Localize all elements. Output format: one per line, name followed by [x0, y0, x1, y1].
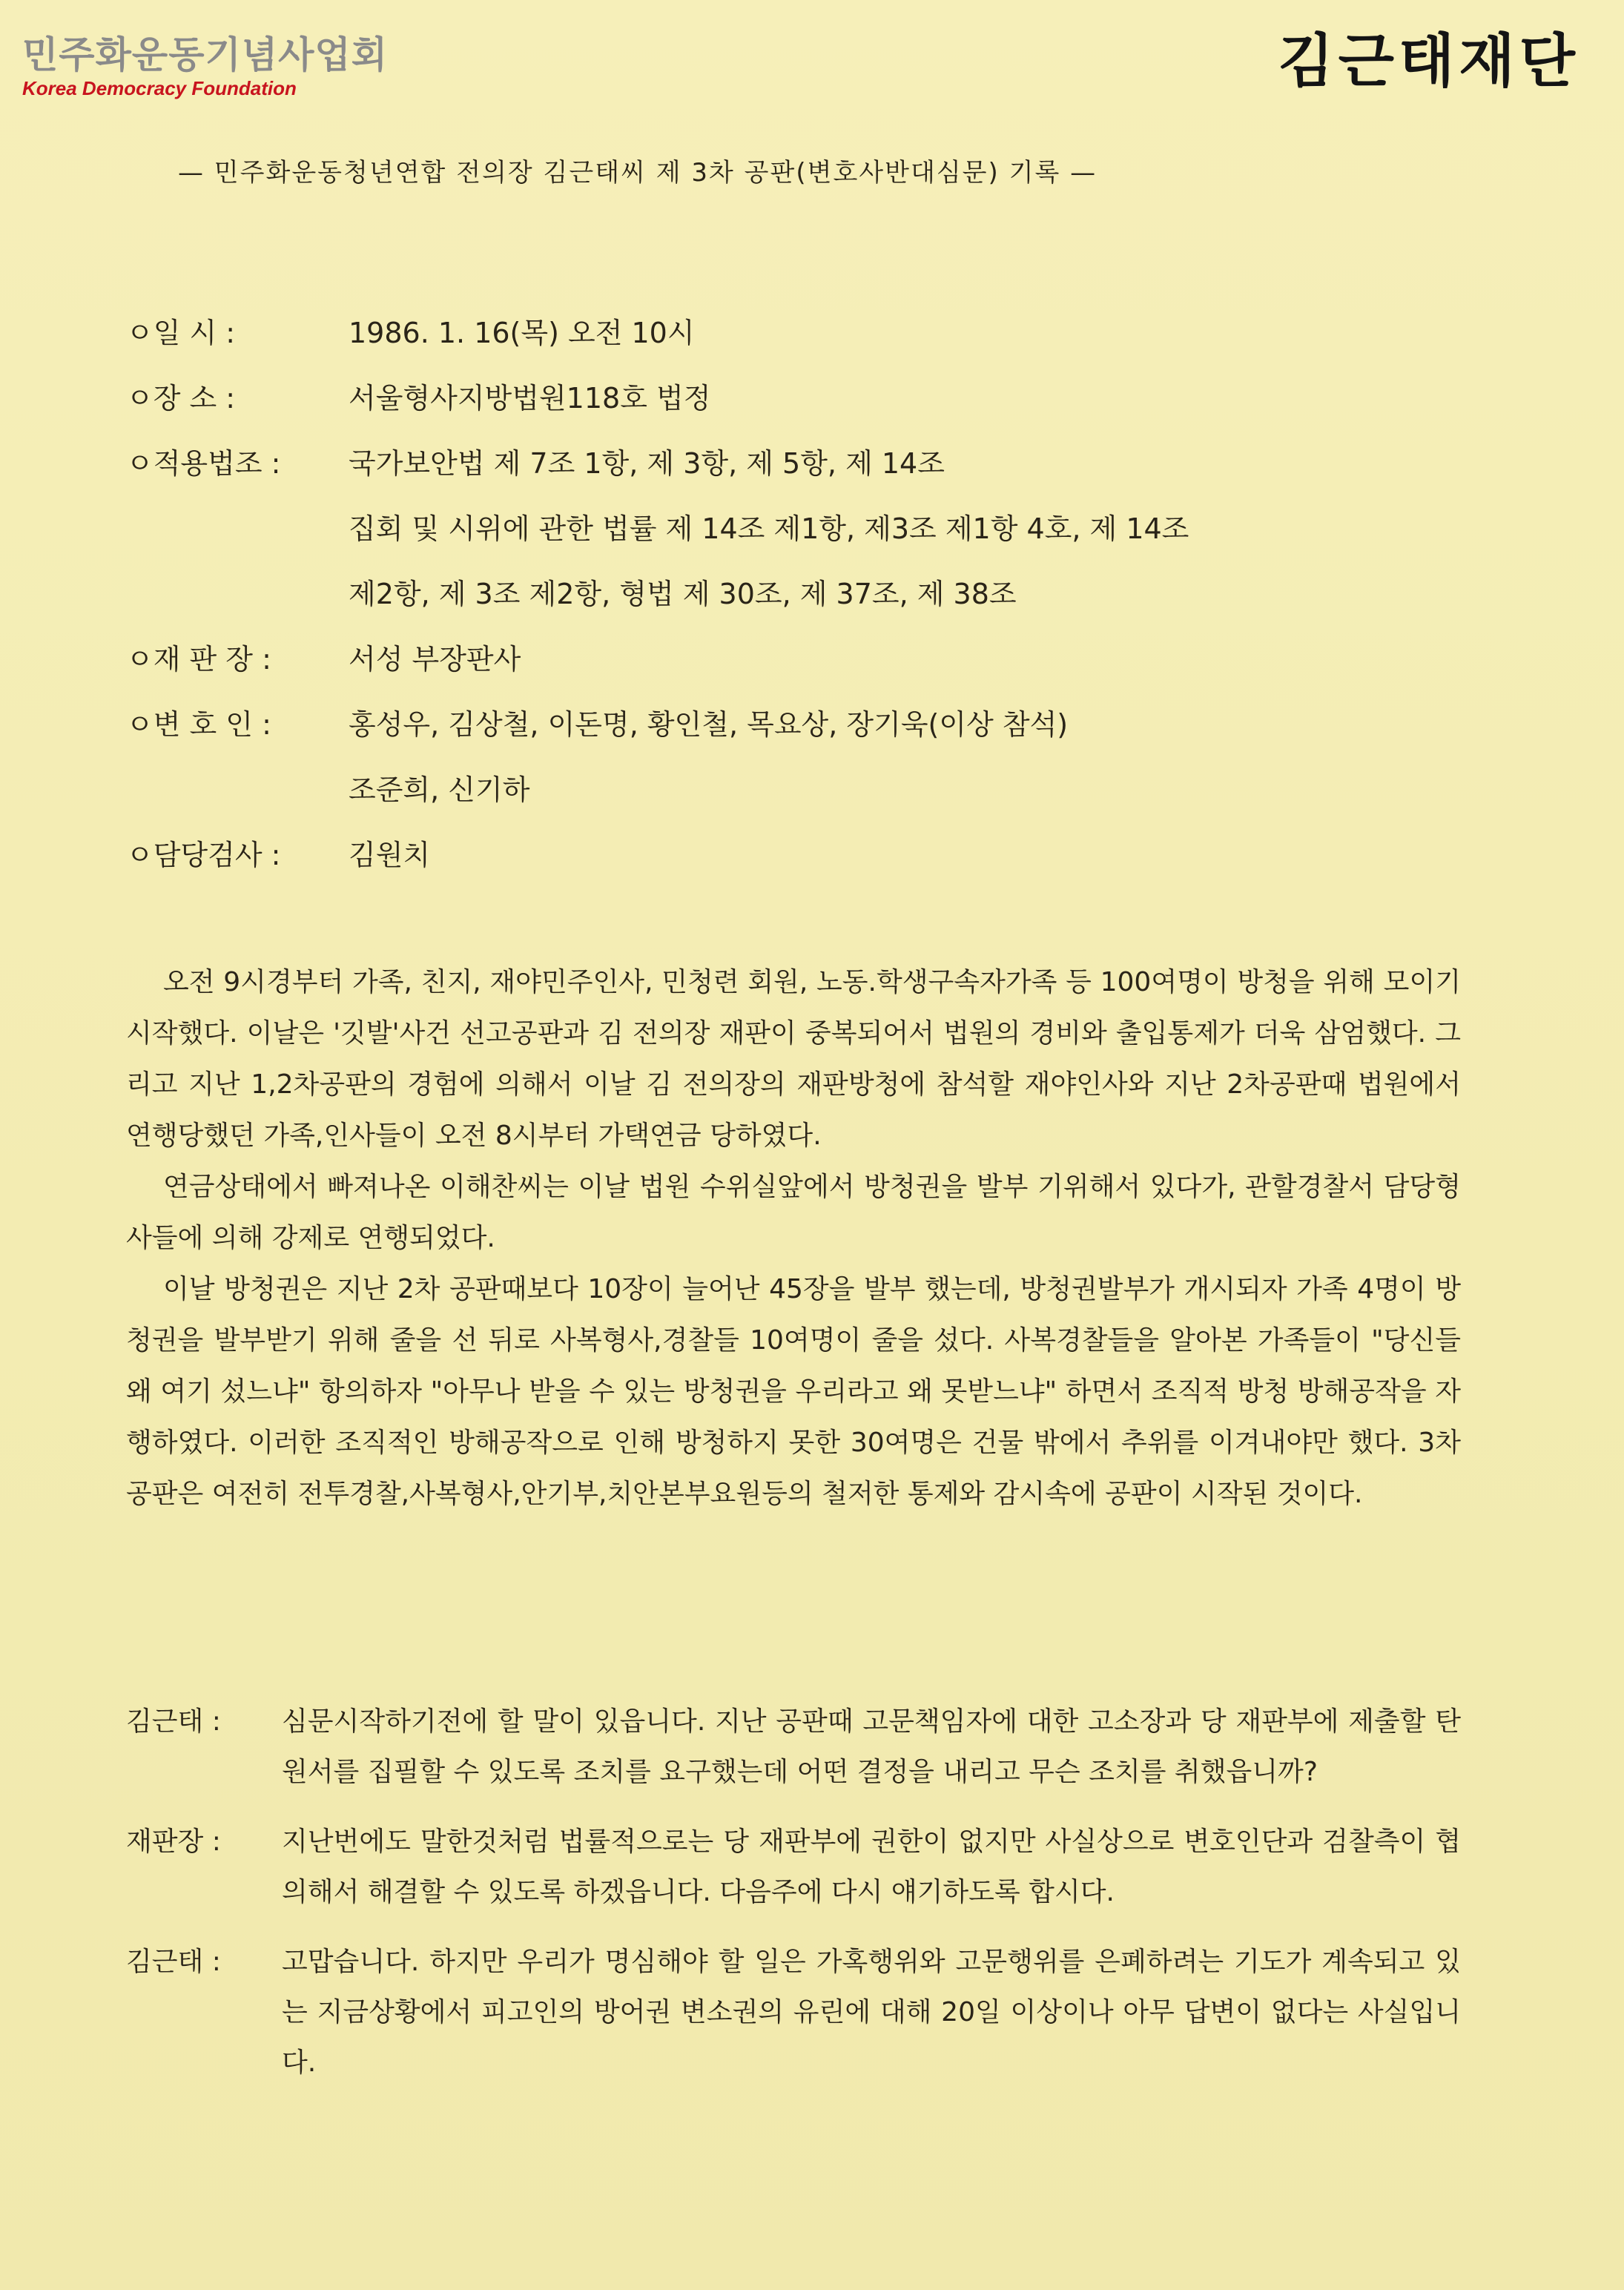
- info-label: ㅇ변 호 인 :: [126, 708, 271, 741]
- info-value-line: 집회 및 시위에 관한 법률 제 14조 제1항, 제3조 제1항 4호, 제 14조: [349, 512, 1189, 545]
- info-value-line: 국가보안법 제 7조 1항, 제 3항, 제 5항, 제 14조: [349, 447, 945, 480]
- info-label: ㅇ담당검사 :: [126, 839, 281, 871]
- document-title: — 민주화운동청년연합 전의장 김근태씨 제 3차 공판(변호사반대심문) 기록 —: [178, 158, 1097, 188]
- narrative-section: [126, 957, 1461, 1519]
- foundation-logo-english: Korea Democracy Foundation: [22, 77, 297, 99]
- dialogue-turn: [126, 1817, 1461, 1918]
- speaker-label: 김근태 :: [126, 1947, 221, 1977]
- info-value: [349, 431, 1461, 627]
- trial-info-list: [126, 300, 1461, 888]
- speaker-label: 김근태 :: [126, 1706, 221, 1737]
- info-label: ㅇ일 시 :: [126, 317, 236, 349]
- foundation-logo-korean: 민주화운동기념사업회: [22, 33, 388, 76]
- dialogue-section: [126, 1697, 1461, 2108]
- info-row: [126, 692, 1461, 822]
- dialogue-turn: [126, 1937, 1461, 2088]
- info-value-line: 서성 부장판사: [349, 643, 521, 676]
- info-value: [349, 822, 1461, 888]
- info-value-line: 제2항, 제 3조 제2항, 형법 제 30조, 제 37조, 제 38조: [349, 578, 1017, 610]
- speaker-label: 재판장 :: [126, 1827, 221, 1857]
- info-value-line: 홍성우, 김상철, 이돈명, 황인철, 목요상, 장기욱(이상 참석): [349, 708, 1069, 741]
- info-row: [126, 627, 1461, 692]
- info-value-line: 김원치: [349, 839, 431, 871]
- info-value-line: 서울형사지방법원118호 법정: [349, 382, 711, 415]
- info-value: [349, 692, 1461, 822]
- info-row: [126, 822, 1461, 888]
- speech-text: 고맙습니다. 하지만 우리가 명심해야 할 일은 가혹행위와 고문행위를 은폐하려는 기도가 계속되고 있는 지금상황에서 피고인의 방어권 변소권의 유린에 대해 20일 이상이나 아무 답변이 없다는 사실입니다.: [282, 1947, 1461, 2078]
- narrative-paragraph: 연금상태에서 빠져나온 이해찬씨는 이날 법원 수위실앞에서 방청권을 발부 기위해서 있다가, 관할경찰서 담당형사들에 의해 강제로 연행되었다.: [126, 1172, 1461, 1253]
- info-label: ㅇ장 소 :: [126, 382, 236, 415]
- info-label: ㅇ적용법조 :: [126, 447, 281, 480]
- info-row: [126, 300, 1461, 366]
- info-label: ㅇ재 판 장 :: [126, 643, 271, 676]
- info-value-line: 1986. 1. 16(목) 오전 10시: [349, 317, 695, 349]
- info-value: [349, 300, 1461, 366]
- dialogue-turn: [126, 1697, 1461, 1798]
- info-row: [126, 431, 1461, 627]
- kim-geuntae-foundation-mark: 김근태재단: [1278, 27, 1580, 95]
- info-value: [349, 366, 1461, 431]
- info-row: [126, 366, 1461, 431]
- speech-text: 심문시작하기전에 할 말이 있읍니다. 지난 공판때 고문책임자에 대한 고소장과 당 재판부에 제출할 탄원서를 집필할 수 있도록 조치를 요구했는데 어떤 결정을 내리고 무슨 조치를 취했읍니까?: [282, 1706, 1461, 1787]
- narrative-paragraph: 이날 방청권은 지난 2차 공판때보다 10장이 늘어난 45장을 발부 했는데, 방청권발부가 개시되자 가족 4명이 방청권을 발부받기 위해 줄을 선 뒤로 사복형사,경찰들 10여명이 줄을 섰다. 사복경찰들을 알아본 가족들이 "당신들 왜 여기 섰느냐" 항의하자 "아무나 받을 수 있는 방청권을 우리라고 왜 못받느냐" 하면서 조직적 방청 방해공작을 자행하였다. 이러한 조직적인 방해공작으로 인해 방청하지 못한 30여명은 건물 밖에서 추위를 이겨내야만 했다. 3차공판은 여전히 전투경찰,사복형사,안기부,치안본부요원등의 철저한 통제와 감시속에 공판이 시작된 것이다.: [126, 1274, 1461, 1509]
- info-value: [349, 627, 1461, 692]
- narrative-paragraph: 오전 9시경부터 가족, 친지, 재야민주인사, 민청련 회원, 노동.학생구속자가족 등 100여명이 방청을 위해 모이기 시작했다. 이날은 '깃발'사건 선고공판과 김 전의장 재판이 중복되어서 법원의 경비와 출입통제가 더욱 삼엄했다. 그리고 지난 1,2차공판의 경험에 의해서 이날 김 전의장의 재판방청에 참석할 재야인사와 지난 2차공판때 법원에서 연행당했던 가족,인사들이 오전 8시부터 가택연금 당하였다.: [126, 967, 1461, 1151]
- info-value-line: 조준희, 신기하: [349, 773, 530, 806]
- speech-text: 지난번에도 말한것처럼 법률적으로는 당 재판부에 권한이 없지만 사실상으로 변호인단과 검찰측이 협의해서 해결할 수 있도록 하겠읍니다. 다음주에 다시 얘기하도록 합시다.: [282, 1827, 1461, 1907]
